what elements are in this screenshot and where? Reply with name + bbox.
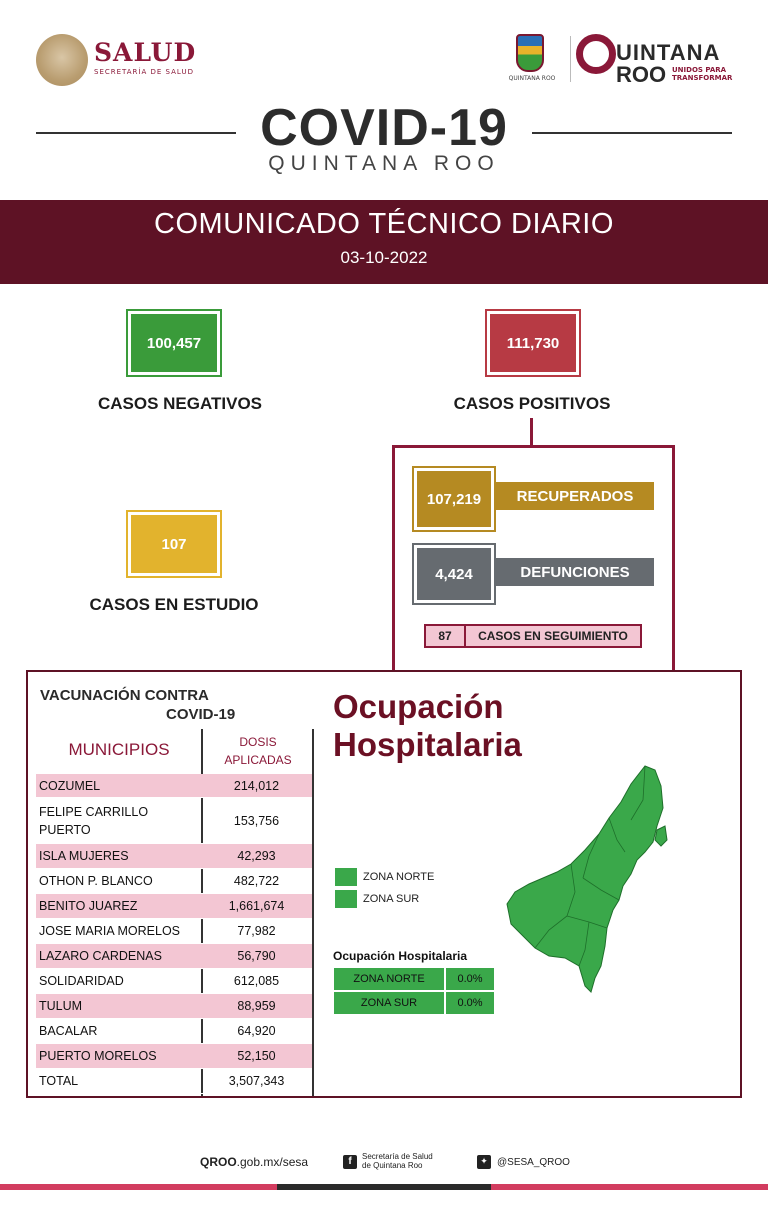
table-row xyxy=(36,969,312,994)
table-row-total xyxy=(36,1069,312,1094)
table-row xyxy=(36,1019,312,1044)
occupancy-row-north xyxy=(334,968,494,990)
table-row xyxy=(36,798,312,844)
occupancy-table-title: Ocupación Hospitalaria xyxy=(333,949,468,963)
vaccination-table xyxy=(36,774,312,1094)
municipio-cell: LAZARO CARDENAS xyxy=(39,949,162,963)
legend-label: ZONA NORTE xyxy=(363,871,435,883)
facebook-line1: Secretaría de Salud xyxy=(362,1152,433,1161)
municipio-cell: PUERTO MORELOS xyxy=(39,1049,157,1063)
quintana-roo-seal-logo xyxy=(516,34,544,72)
covid-title: COVID-19 xyxy=(260,99,508,157)
municipio-cell: BACALAR xyxy=(39,1024,98,1038)
dosis-cell: 77,982 xyxy=(237,924,276,938)
col-header-dosis-line2: APLICADAS xyxy=(224,753,292,767)
footer-url-rest: .gob.mx/sesa xyxy=(236,1155,309,1169)
positive-connector xyxy=(530,418,533,446)
municipio-cell: BENITO JUAREZ xyxy=(39,899,138,913)
map-cozumel-island xyxy=(655,826,667,846)
salud-logo-title: SALUD xyxy=(94,38,197,67)
table-row xyxy=(36,844,312,869)
vaccination-title xyxy=(40,686,266,724)
col-header-dosis-line1: DOSIS xyxy=(239,735,277,749)
quintana-roo-seal-label: QUINTANA ROO xyxy=(508,75,556,82)
quintana-roo-logo-name: UINTANA xyxy=(616,40,721,65)
hospital-title-line1: Ocupación xyxy=(333,688,504,725)
title-rule-right xyxy=(532,132,732,134)
legend-swatch xyxy=(335,890,357,908)
twitter-icon: ✦ xyxy=(477,1155,491,1169)
quintana-roo-logo-roo: ROO xyxy=(616,62,667,87)
positive-cases-value: 111,730 xyxy=(487,311,579,375)
legend-item-north xyxy=(335,866,434,888)
municipio-cell: FELIPE CARRILLO PUERTO xyxy=(39,804,149,837)
table-row xyxy=(36,774,312,798)
footer-url[interactable] xyxy=(200,1155,308,1169)
hospital-title-line2: Hospitalaria xyxy=(333,726,522,763)
zone-cell: ZONA SUR xyxy=(334,992,446,1014)
quintana-roo-q-logo xyxy=(576,34,616,74)
map-legend xyxy=(335,866,434,910)
table-row xyxy=(36,869,312,894)
occupancy-value-cell: 0.0% xyxy=(457,973,483,985)
legend-label: ZONA SUR xyxy=(363,893,420,905)
municipio-cell: OTHON P. BLANCO xyxy=(39,874,153,888)
occupancy-row-south xyxy=(334,992,494,1014)
study-cases-label: CASOS EN ESTUDIO xyxy=(89,595,259,614)
dosis-cell: 482,722 xyxy=(233,874,280,888)
deaths-label: DEFUNCIONES xyxy=(496,558,654,586)
negative-cases-label: CASOS NEGATIVOS xyxy=(97,394,263,413)
municipio-cell: TOTAL xyxy=(39,1074,79,1088)
mexico-coat-of-arms-logo xyxy=(36,34,88,86)
hospital-occupancy-title xyxy=(333,688,522,764)
salud-logo-subtitle: SECRETARÍA DE SALUD xyxy=(94,68,194,76)
col-header-municipios: MUNICIPIOS xyxy=(68,740,170,759)
banner-title: COMUNICADO TÉCNICO DIARIO xyxy=(154,208,614,240)
dosis-cell: 612,085 xyxy=(233,974,280,988)
footer-bar-left xyxy=(0,1184,277,1190)
facebook-account[interactable] xyxy=(362,1152,462,1170)
facebook-line2: de Quintana Roo xyxy=(362,1161,423,1170)
dosis-cell: 42,293 xyxy=(237,849,276,863)
municipio-cell: TULUM xyxy=(39,999,83,1013)
municipio-cell: SOLIDARIDAD xyxy=(39,974,124,988)
recovered-label: RECUPERADOS xyxy=(496,482,654,510)
occupancy-table xyxy=(334,968,494,1016)
table-row xyxy=(36,919,312,944)
covid-subtitle: QUINTANA ROO xyxy=(268,152,500,175)
vaccination-title-line1: VACUNACIÓN CONTRA xyxy=(40,687,209,704)
occupancy-value-cell: 0.0% xyxy=(457,997,483,1009)
followup-value: 87 xyxy=(424,624,466,648)
table-row xyxy=(36,944,312,969)
table-row xyxy=(36,1044,312,1069)
dosis-cell: 153,756 xyxy=(233,813,280,828)
negative-cases-value: 100,457 xyxy=(128,311,220,375)
dosis-cell: 214,012 xyxy=(233,778,280,793)
dosis-cell: 3,507,343 xyxy=(228,1074,285,1088)
footer-bar-right xyxy=(491,1184,768,1190)
deaths-value: 4,424 xyxy=(414,545,494,603)
col-header-dosis xyxy=(204,733,312,769)
municipio-cell: JOSE MARIA MORELOS xyxy=(39,924,181,938)
dosis-cell: 64,920 xyxy=(237,1024,276,1038)
recovered-value: 107,219 xyxy=(414,468,494,530)
table-right-divider xyxy=(312,729,314,1096)
footer-url-bold: QROO xyxy=(200,1155,237,1169)
footer-bar-middle xyxy=(277,1184,491,1190)
positive-cases-label: CASOS POSITIVOS xyxy=(453,394,611,413)
followup-label: CASOS EN SEGUIMIENTO xyxy=(466,624,642,648)
vaccination-title-line2: COVID-19 xyxy=(166,706,236,723)
facebook-icon: f xyxy=(343,1155,357,1169)
municipio-cell: COZUMEL xyxy=(39,778,101,793)
legend-swatch xyxy=(335,868,357,886)
legend-item-south xyxy=(335,888,434,910)
quintana-roo-tagline: UNIDOS PARA TRANSFORMAR xyxy=(672,66,733,82)
dosis-cell: 88,959 xyxy=(237,999,276,1013)
zone-cell: ZONA NORTE xyxy=(334,968,446,990)
quintana-roo-map xyxy=(505,760,673,996)
dosis-cell: 1,661,674 xyxy=(228,899,285,913)
study-cases-value: 107 xyxy=(128,512,220,576)
table-row xyxy=(36,894,312,919)
twitter-handle[interactable]: @SESA_QROO xyxy=(497,1157,570,1168)
dosis-cell: 52,150 xyxy=(237,1049,276,1063)
municipio-cell: ISLA MUJERES xyxy=(39,849,129,863)
banner-date: 03-10-2022 xyxy=(340,248,428,267)
logo-divider xyxy=(570,36,571,82)
title-rule-left xyxy=(36,132,236,134)
table-row xyxy=(36,994,312,1019)
dosis-cell: 56,790 xyxy=(237,949,276,963)
